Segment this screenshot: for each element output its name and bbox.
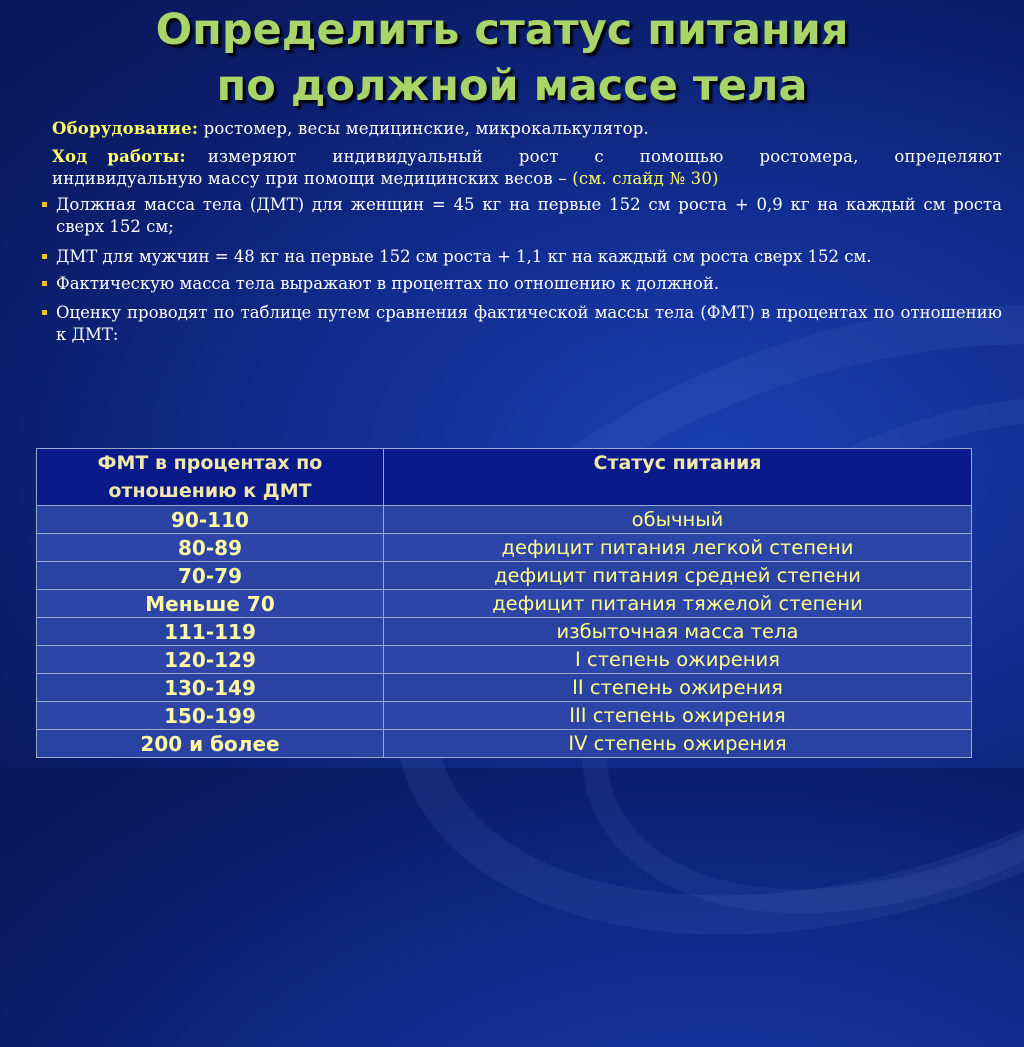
table-cell-status: дефицит питания легкой степени (384, 534, 972, 562)
table-cell-fmt: Меньше 70 (37, 590, 384, 618)
table-row (37, 646, 972, 674)
nutrition-status-table (36, 448, 972, 758)
table-cell-status: избыточная масса тела (384, 618, 972, 646)
title-line-1: Определить статус питания (155, 5, 849, 55)
table-cell-status: I степень ожирения (384, 646, 972, 674)
table-row (37, 590, 972, 618)
equipment-label: Оборудование: (52, 119, 199, 138)
table-cell-status: дефицит питания средней степени (384, 562, 972, 590)
bullet-text: Оценку проводят по таблице путем сравнения фактической массы тела (ФМТ) в процентах по отношению к ДМТ: (56, 303, 1002, 344)
procedure-text-line-2: индивидуальную массу при помощи медицинских весов – (52, 169, 573, 188)
table-row (37, 702, 972, 730)
bullet-marker-icon (42, 254, 47, 259)
table-cell-fmt: 90-110 (37, 506, 384, 534)
procedure-text-line-1: измеряют индивидуальный рост с помощью ростомера, определяют (207, 147, 1002, 166)
bullet-text: Должная масса тела (ДМТ) для женщин = 45 кг на первые 152 см роста + 0,9 кг на каждый см роста сверх 152 см; (56, 195, 1002, 236)
table-cell-status: IV степень ожирения (384, 730, 972, 758)
procedure-label: Ход работы: (52, 147, 186, 166)
table-cell-status: дефицит питания тяжелой степени (384, 590, 972, 618)
bullet-marker-icon (42, 310, 47, 315)
table-row (37, 534, 972, 562)
title-line-2: по должной массе тела (216, 61, 808, 111)
table-cell-status: III степень ожирения (384, 702, 972, 730)
table-cell-status: обычный (384, 506, 972, 534)
table-cell-fmt: 150-199 (37, 702, 384, 730)
table-cell-fmt: 130-149 (37, 674, 384, 702)
bullet-item (42, 246, 1002, 268)
procedure-paragraph (52, 146, 1002, 190)
table-row (37, 674, 972, 702)
table-header-row (37, 449, 972, 506)
table-header-fmt: ФМТ в процентах по отношению к ДМТ (37, 449, 384, 506)
table-cell-fmt: 200 и более (37, 730, 384, 758)
equipment-paragraph (52, 118, 1002, 140)
slide-title (0, 2, 1024, 114)
bullet-text: Фактическую масса тела выражают в процентах по отношению к должной. (56, 274, 720, 293)
table-row (37, 506, 972, 534)
bullet-marker-icon (42, 281, 47, 286)
table-cell-fmt: 111-119 (37, 618, 384, 646)
table-row (37, 730, 972, 758)
bullet-item (42, 302, 1002, 346)
table-header-status: Статус питания (384, 449, 972, 506)
procedure-slide-ref: (см. слайд № 30) (572, 169, 719, 188)
table-row (37, 618, 972, 646)
bullet-item (42, 273, 1002, 295)
bullet-marker-icon (42, 202, 47, 207)
table-cell-fmt: 120-129 (37, 646, 384, 674)
bullet-text: ДМТ для мужчин = 48 кг на первые 152 см роста + 1,1 кг на каждый см роста сверх 152 см. (56, 247, 872, 266)
table-cell-fmt: 80-89 (37, 534, 384, 562)
equipment-text: ростомер, весы медицинские, микрокалькулятор. (198, 119, 649, 138)
table-row (37, 562, 972, 590)
bullet-item (42, 194, 1002, 238)
table-cell-status: II степень ожирения (384, 674, 972, 702)
table-cell-fmt: 70-79 (37, 562, 384, 590)
